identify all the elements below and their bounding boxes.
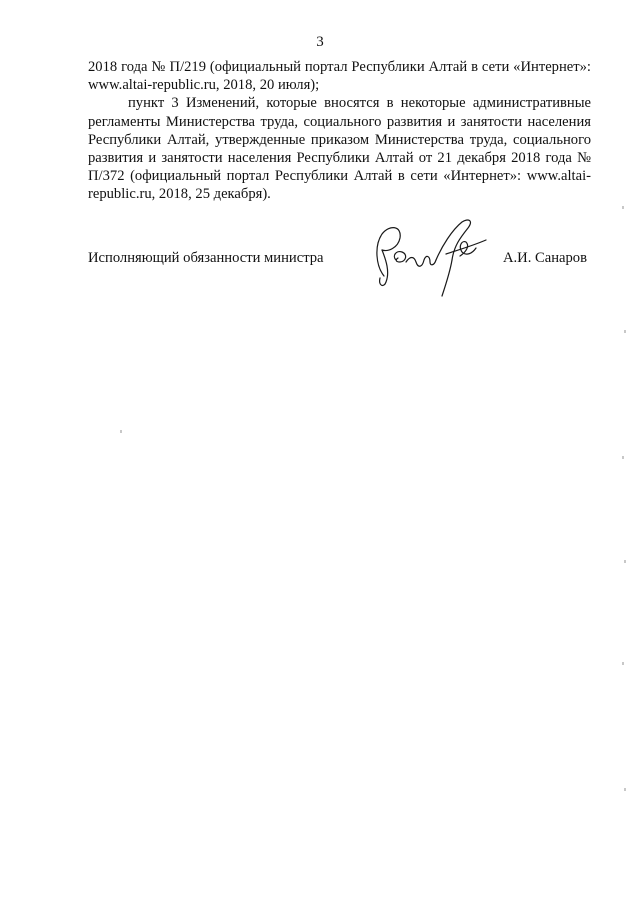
handwritten-signature <box>362 216 494 300</box>
scan-artifact <box>622 206 624 209</box>
document-body <box>88 58 591 204</box>
scan-artifact <box>624 788 626 791</box>
scan-artifact <box>622 662 624 665</box>
signer-name: А.И. Санаров <box>502 250 587 266</box>
page-number: 3 <box>316 34 324 50</box>
paragraph-continuation: 2018 года № П/219 (официальный портал Республики Алтай в сети «Интернет»: www.altai-republic.ru, 2018, 20 июля); <box>88 59 591 94</box>
scan-artifact <box>624 560 626 563</box>
scan-artifact <box>624 330 626 333</box>
signature-block <box>88 216 591 306</box>
scan-artifact <box>622 456 624 459</box>
scan-artifact <box>120 430 122 433</box>
paragraph-item: пункт 3 Изменений, которые вносятся в некоторые административные регламенты Министерства труда, социального развития и занятости населения Республики Алтай, утвержденные приказом Министерства труда, социального развития и занятости населения Республики Алтай от 21 декабря 2018 года № П/372 (официальный портал Республики Алтай в сети «Интернет»: www.altai-republic.ru, 2018, 25 декабря). <box>88 95 591 203</box>
signer-position-title: Исполняющий обязанности министра <box>88 250 324 266</box>
